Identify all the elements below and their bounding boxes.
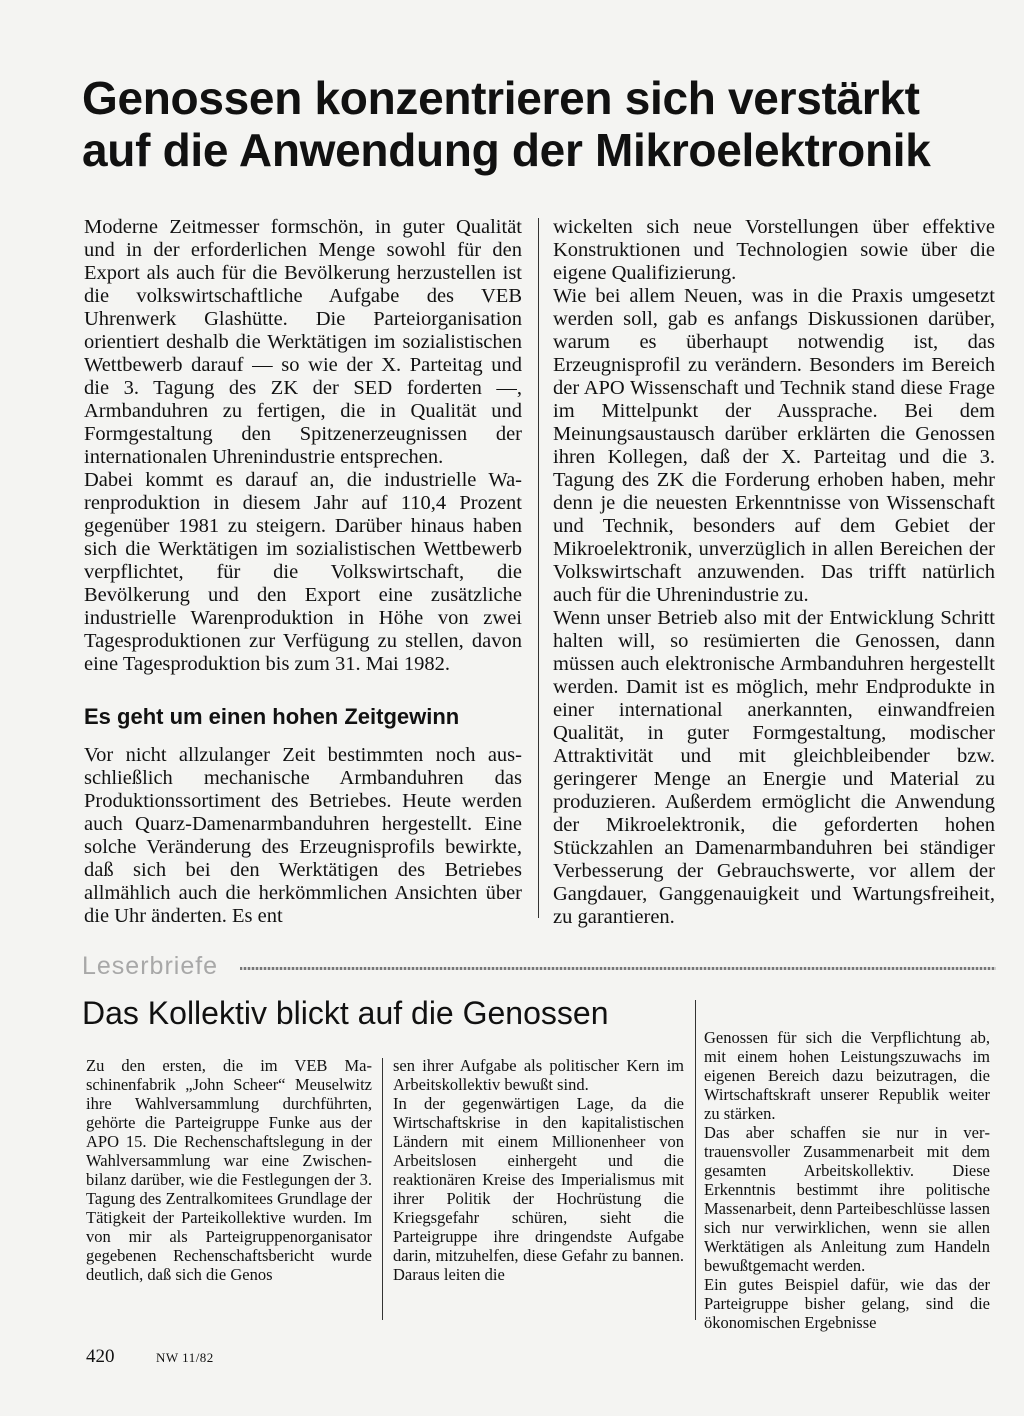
column-divider: [538, 218, 539, 918]
letter-column-2: [393, 1056, 684, 1284]
section-divider: [240, 967, 996, 970]
letter-title: Das Kollektiv blickt auf die Genossen: [82, 995, 609, 1031]
article-title-line-1: Genossen konzentrieren sich verstärkt: [82, 72, 920, 124]
column-divider: [695, 1000, 696, 1320]
letter-paragraph: Genossen für sich die Verpflichtung ab, mit einem hohen Leistungszuwachs im eigenen Bereich dazu beizutragen, die Wirtschaftskraft unserer Republik weiter zu stärken.: [704, 1028, 990, 1123]
article-column-2: [553, 216, 995, 929]
article-paragraph: Dabei kommt es darauf an, die industrielle Warenproduktion in diesem Jahr auf 110,4 Prozent gegenüber 1981 zu steigern. Darüber hinaus haben sich die Werktätigen im sozialistischen Wettbewerb verpflichtet, für die Volkswirtschaft, die Bevölkerung und den Export eine zusätzliche industrielle Warenproduktion in Höhe von zwei Tagesproduktionen zur Verfügung zu stellen, davon eine Tagesproduktion bis zum 31. Mai 1982.: [84, 469, 522, 675]
letter-paragraph: Zu den ersten, die im VEB Maschinenfabrik „John Scheer“ Meuselwitz ihre Wahlversammlung durchführten, gehörte die Parteigruppe Funke aus der APO 15. Die Rechenschaftslegung in der Wahlversammlung war eine Zwischenbilanz darüber, wie die Festlegungen der 3. Tagung des Zentralkomitees Grundlage der Tätigkeit der Parteikollektive wurden. Im von mir als Parteigruppenorganisator gegebenen Rechenschaftsbericht wurde deutlich, daß sich die Genos: [86, 1056, 372, 1284]
article-paragraph: Wie bei allem Neuen, was in die Praxis umgesetzt werden soll, gab es anfangs Diskussionen darüber, warum es überhaupt notwendig ist, das Erzeugnisprofil zu verändern. Besonders im Bereich der APO Wissenschaft und Technik stand diese Frage im Mittelpunkt der Aussprache. Bei dem Meinungsaustausch darüber erklärten die Genossen ihren Kollegen, daß der X. Parteitag und die 3. Tagung des ZK die Forderung erhoben haben, mehr denn je die neuesten Erkenntnisse von Wissenschaft und Technik, besonders auf dem Gebiet der Mikroelektronik, unverzüglich in allen Bereichen der Volkswirtschaft anzuwenden. Das trifft natürlich auch für die Uhrenindustrie zu.: [553, 285, 995, 606]
letter-column-3: [704, 1028, 990, 1332]
letter-column-1: [86, 1056, 372, 1284]
letter-paragraph: Das aber schaffen sie nur in vertrauensvoller Zusammenarbeit mit dem gesamten Arbeitskollektiv. Diese Erkenntnis bestimmt ihre politische Massenarbeit, denn Parteibeschlüsse lassen sich nur verwirklichen, wenn sie allen Werktätigen als Anleitung zum Handeln bewußtgemacht werden.: [704, 1123, 990, 1275]
section-label: Leserbriefe: [82, 952, 219, 980]
letter-paragraph: sen ihrer Aufgabe als politischer Kern im Arbeitskollektiv bewußt sind.: [393, 1056, 684, 1094]
page-number: 420: [86, 1346, 115, 1367]
article-title-line-2: auf die Anwendung der Mikroelektronik: [82, 124, 931, 176]
letter-paragraph: Ein gutes Beispiel dafür, wie das der Parteigruppe bisher gelang, sind die ökonomischen Ergebnisse: [704, 1275, 990, 1332]
journal-reference: NW 11/82: [156, 1350, 214, 1365]
article-paragraph: wickelten sich neue Vorstellungen über effektive Konstruktionen und Technologien sowie über die eigene Qualifizierung.: [553, 216, 995, 284]
letter-paragraph: In der gegenwärtigen Lage, da die Wirtschaftskrise in den kapitalistischen Ländern mit einem Millionenheer von Arbeitslosen einhergeht und die reaktionären Kreise des Imperialismus mit ihrer Politik der Hochrüstung die Kriegsgefahr schüren, sieht die Parteigruppe ihre dringendste Aufgabe darin, mitzuhelfen, diese Gefahr zu bannen. Daraus leiten die: [393, 1094, 684, 1284]
article-subheading: Es geht um einen hohen Zeitgewinn: [84, 704, 460, 729]
article-column-1: [84, 216, 522, 928]
article-paragraph: Vor nicht allzulanger Zeit bestimmten noch ausschließlich mechanische Armbanduhren das Produktionssortiment des Betriebes. Heute werden auch Quarz-Damenarmbanduhren hergestellt. Eine solche Veränderung des Erzeugnisprofils bewirkte, daß sich bei den Werktätigen des Betriebes allmählich auch die herkömmlichen Ansichten über die Uhr änderten. Es ent: [84, 744, 522, 927]
article-title: [82, 72, 982, 176]
article-paragraph: Wenn unser Betrieb also mit der Entwicklung Schritt halten will, so resümierten die Genossen, dann müssen auch elektronische Armbanduhren hergestellt werden. Damit ist es möglich, mehr Endprodukte in einer international anerkannten, einwandfreien Qualität, in guter Formgestaltung, modischer Attraktivität und mit gleichbleibender bzw. geringerer Menge an Energie und Material zu produzieren. Außerdem ermöglicht die Anwendung der Mikroelektronik, die geforderten hohen Stückzahlen an Damenarmbanduhren bei ständiger Verbesserung der Gebrauchswerte, vor allem der Gangdauer, Ganggenauigkeit und Wartungsfreiheit, zu garantieren.: [553, 607, 995, 928]
article-paragraph: Moderne Zeitmesser formschön, in guter Qualität und in der erforderlichen Menge sowohl für den Export als auch für die Bevölkerung herzustellen ist die volkswirtschaftliche Aufgabe des VEB Uhrenwerk Glashütte. Die Parteiorganisation orientiert deshalb die Werktätigen im sozialistischen Wettbewerb darauf — so wie der X. Parteitag und die 3. Tagung des ZK der SED forderten —, Armbanduhren zu fertigen, die in Qualität und Formgestaltung den Spitzenerzeugnissen der internationalen Uhrenindustrie entsprechen.: [84, 216, 522, 468]
column-divider: [382, 1058, 383, 1320]
